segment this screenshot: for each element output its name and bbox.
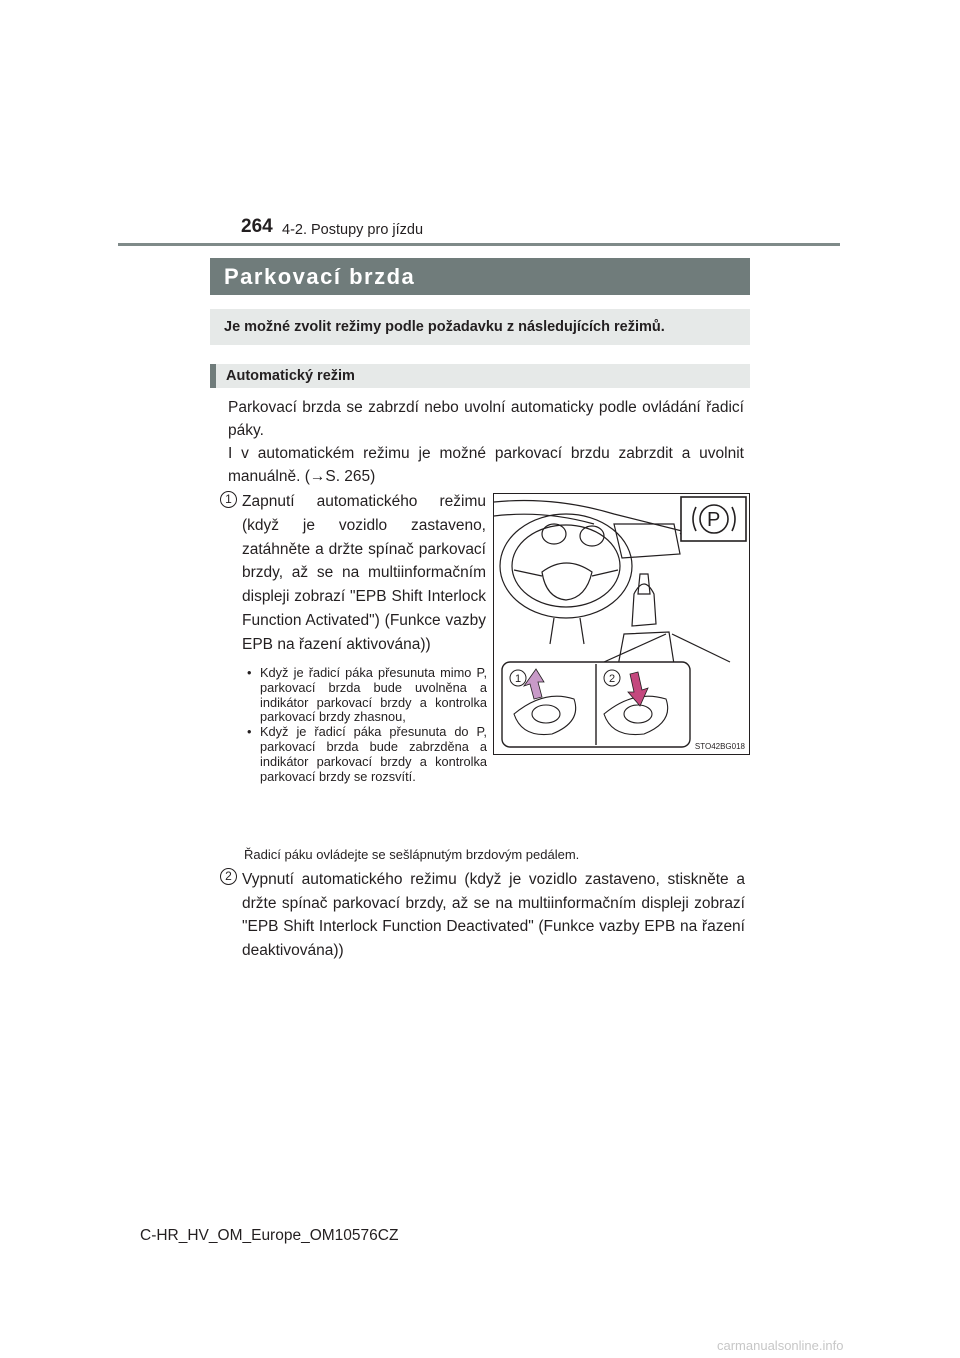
paragraph-2: I v automatickém režimu je možné parkovací brzdu zabrzdit a uvolnit manuálně. (→S. 265)	[228, 445, 744, 485]
paragraph-1: Parkovací brzda se zabrzdí nebo uvolní automaticky podle ovládání řadicí páky.	[228, 399, 744, 439]
chapter-title: 4-2. Postupy pro jízdu	[282, 222, 424, 238]
page-title: Parkovací brzda	[210, 258, 750, 295]
indicator-letter: P	[707, 509, 721, 531]
bullet-item: • Když je řadicí páka přesunuta mimo P, parkovací brzda bude uvolněna a indikátor parkovací brzdy a kontrolka parkovací brzdy zhasnou,	[244, 666, 487, 725]
watermark: carmanualsonline.info	[717, 1338, 844, 1353]
illustration-drawing	[494, 494, 749, 754]
inset-label-2: 2	[608, 673, 616, 685]
bullet-item: • Když je řadicí páka přesunuta do P, parkovací brzda bude zabrzděna a indikátor parkovací brzdy a kontrolka parkovací brzdy se rozsvítí.	[244, 725, 487, 784]
step-1-text: Zapnutí automatického režimu (když je vozidlo zastaveno, zatáhněte a držte spínač parkovací brzdy, až se na multiinformačním displeji zobrazí "EPB Shift Interlock Function Activated") (Funkce vazby EPB na řazení aktivována))	[242, 493, 486, 653]
step-1-bullets	[244, 666, 487, 784]
header-divider	[118, 243, 840, 246]
step-1-note: Řadicí páku ovládejte se sešlápnutým brzdovým pedálem.	[244, 847, 580, 862]
inset-label-1: 1	[514, 673, 522, 685]
step-2-text: Vypnutí automatického režimu (když je vozidlo zastaveno, stiskněte a držte spínač parkovací brzdy, až se na multiinformačním displeji zobrazí "EPB Shift Interlock Function Deactivated" (Funkce vazby EPB na řazení deaktivována))	[242, 871, 745, 959]
step-1-number: 1	[220, 491, 237, 508]
parking-brake-illustration	[493, 493, 750, 755]
section-heading: Automatický režim	[210, 364, 750, 388]
intro-box: Je možné zvolit režimy podle požadavku z následujících režimů.	[210, 309, 750, 345]
page-number: 264	[241, 216, 273, 237]
section-paragraph	[228, 396, 744, 488]
illustration-code: STO42BG018	[694, 742, 745, 751]
footer-document-id: C-HR_HV_OM_Europe_OM10576CZ	[140, 1227, 399, 1244]
step-2-number: 2	[220, 868, 237, 885]
